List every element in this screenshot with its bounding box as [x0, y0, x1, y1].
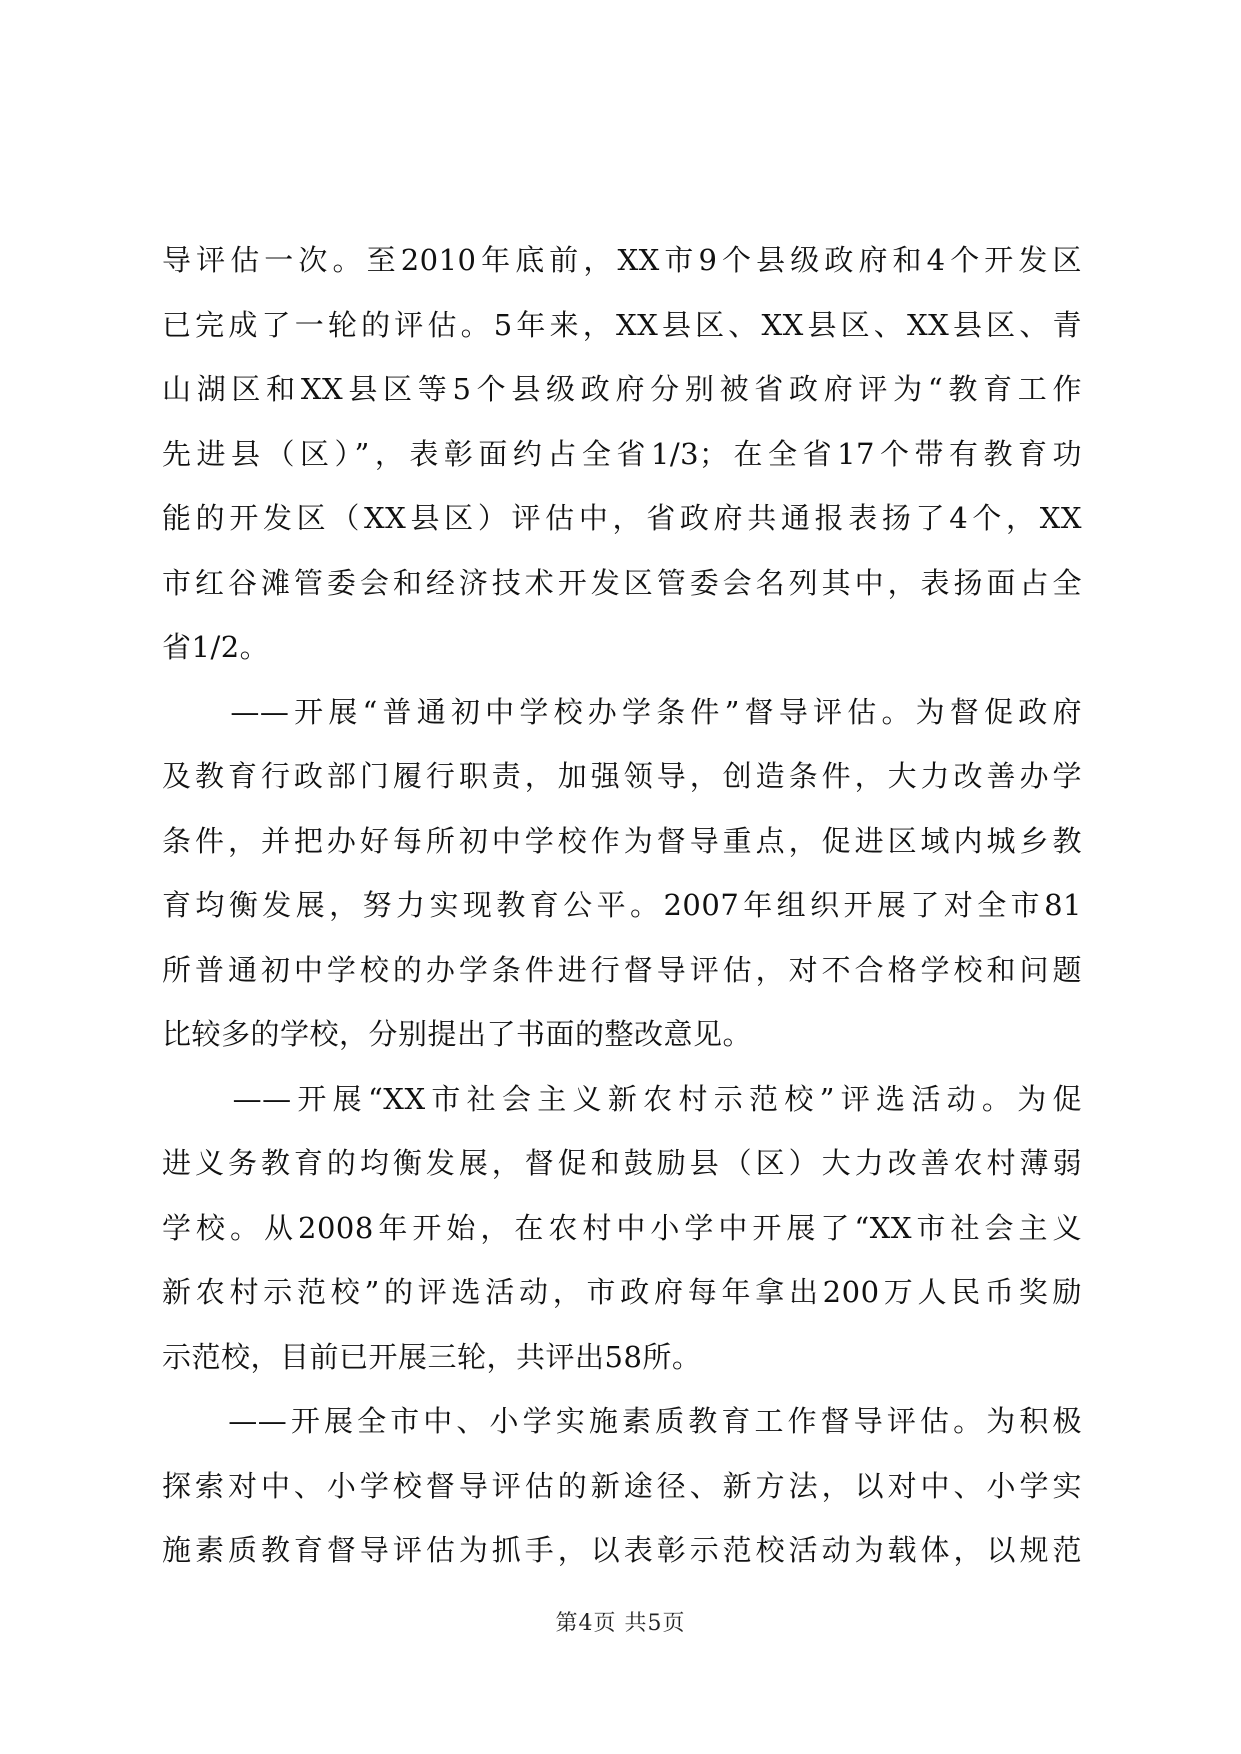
- text-line: ——开展“普通初中学校办学条件”督导评估。为督促政府: [162, 694, 1082, 729]
- text-line: ——开展“XX市社会主义新农村示范校”评选活动。为促: [162, 1081, 1082, 1116]
- text-line: 比较多的学校，分别提出了书面的整改意见。: [162, 1017, 753, 1051]
- text-line: 山湖区和XX县区等5个县级政府分别被省政府评为“教育工作: [162, 372, 1082, 406]
- page-footer: 第4页 共5页: [555, 1611, 686, 1636]
- text-line: 施素质教育督导评估为抓手，以表彰示范校活动为载体，以规范: [162, 1533, 1082, 1567]
- text-line: 所普通初中学校的办学条件进行督导评估，对不合格学校和问题: [162, 952, 1082, 987]
- text-line: 条件，并把办好每所初中学校作为督导重点，促进区域内城乡教: [162, 823, 1082, 858]
- text-line: 探索对中、小学校督导评估的新途径、新方法，以对中、小学实: [162, 1468, 1082, 1503]
- text-line: 省1/2。: [162, 630, 270, 664]
- text-line: 先进县（区）”，表彰面约占全省1/3；在全省17个带有教育功: [162, 436, 1082, 471]
- text-line: 市红谷滩管委会和经济技术开发区管委会名列其中，表扬面占全: [162, 565, 1082, 600]
- text-line: 导评估一次。至2010年底前，XX市9个县级政府和4个开发区: [162, 243, 1082, 277]
- text-line: 及教育行政部门履行职责，加强领导，创造条件，大力改善办学: [162, 759, 1082, 793]
- text-line: 示范校，目前已开展三轮，共评出58所。: [162, 1339, 702, 1374]
- text-line: 能的开发区（XX县区）评估中，省政府共通报表扬了4个，XX: [162, 501, 1082, 535]
- text-line: 已完成了一轮的评估。5年来，XX县区、XX县区、XX县区、青: [162, 307, 1082, 342]
- text-line: 进义务教育的均衡发展，督促和鼓励县（区）大力改善农村薄弱: [162, 1146, 1082, 1180]
- text-line: 学校。从2008年开始，在农村中小学中开展了“XX市社会主义: [162, 1210, 1082, 1245]
- text-line: ——开展全市中、小学实施素质教育工作督导评估。为积极: [162, 1404, 1082, 1438]
- text-line: 育均衡发展，努力实现教育公平。2007年组织开展了对全市81: [162, 888, 1082, 922]
- body-text: [162, 228, 1082, 1583]
- text-line: 新农村示范校”的评选活动，市政府每年拿出200万人民币奖励: [162, 1275, 1082, 1309]
